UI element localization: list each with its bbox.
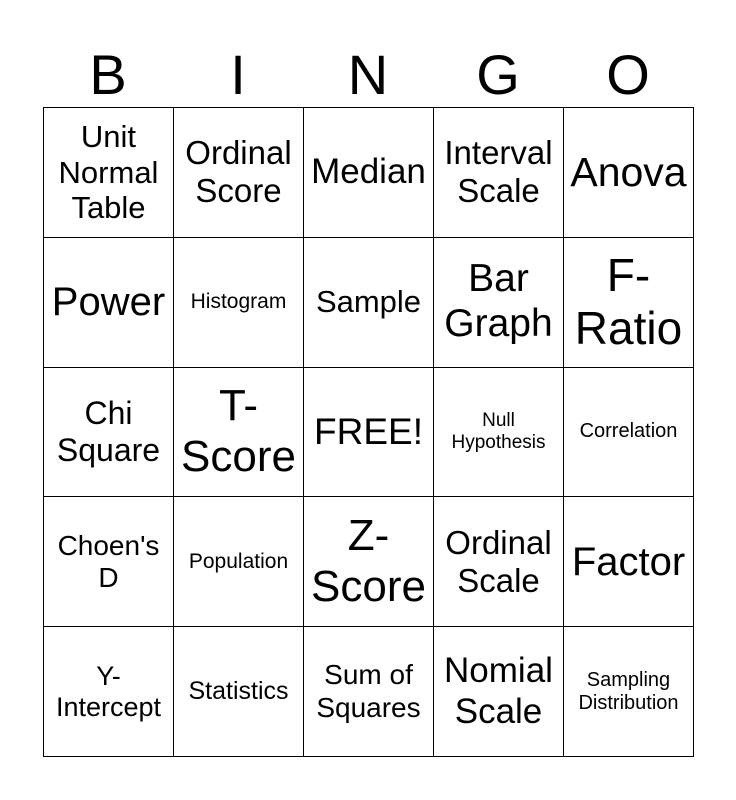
bingo-cell[interactable] xyxy=(434,368,564,498)
header-letter-g: G xyxy=(476,43,520,106)
bingo-cell[interactable] xyxy=(304,238,434,368)
bingo-cell-label: Histogram xyxy=(190,290,287,314)
bingo-cell-label: Power xyxy=(51,280,166,325)
bingo-cell[interactable] xyxy=(174,238,304,368)
bingo-cell-label: Sampling Distribution xyxy=(578,668,679,714)
bingo-cell-label: Ordinal Score xyxy=(185,134,292,210)
bingo-cell-label: Nomial Scale xyxy=(444,651,553,731)
bingo-cell[interactable] xyxy=(434,238,564,368)
bingo-cell-label: Null Hypothesis xyxy=(451,410,546,453)
bingo-cell-label: Unit Normal Table xyxy=(58,118,159,226)
bingo-cell-label: Statistics xyxy=(188,677,289,706)
header-letter-b: B xyxy=(89,43,127,106)
bingo-cell[interactable] xyxy=(174,368,304,498)
bingo-cell-label: Sample xyxy=(315,284,422,320)
bingo-cell-label: Choen's D xyxy=(57,529,160,593)
bingo-cell[interactable] xyxy=(434,497,564,627)
header-letter-o: O xyxy=(606,43,650,106)
bingo-cell[interactable] xyxy=(564,627,694,757)
bingo-cell-label: Anova xyxy=(570,148,687,195)
bingo-cell-label: Z-Score xyxy=(311,511,426,611)
bingo-cell[interactable] xyxy=(564,238,694,368)
bingo-cell-label: Chi Square xyxy=(56,395,161,468)
bingo-cell-label: T-Score xyxy=(181,381,296,481)
bingo-cell-label: Bar Graph xyxy=(444,257,553,346)
bingo-board xyxy=(43,107,694,757)
bingo-cell[interactable] xyxy=(304,627,434,757)
bingo-cell[interactable] xyxy=(174,497,304,627)
bingo-cell[interactable] xyxy=(434,108,564,238)
header-letter-i: I xyxy=(230,43,246,106)
bingo-cell-label: Sum of Squares xyxy=(316,659,421,723)
bingo-header xyxy=(43,42,693,108)
bingo-cell[interactable] xyxy=(434,627,564,757)
bingo-cell-label: Ordinal Scale xyxy=(445,523,552,599)
bingo-cell-label: Median xyxy=(311,152,426,192)
bingo-cell[interactable] xyxy=(44,497,174,627)
bingo-cell[interactable] xyxy=(304,368,434,498)
bingo-cell[interactable] xyxy=(44,368,174,498)
bingo-cell-label: FREE! xyxy=(314,410,423,452)
bingo-cell-label: Y-Intercept xyxy=(55,660,162,722)
bingo-cell[interactable] xyxy=(44,108,174,238)
bingo-cell[interactable] xyxy=(44,627,174,757)
bingo-cell[interactable] xyxy=(564,497,694,627)
bingo-cell-label: F-Ratio xyxy=(574,249,683,355)
bingo-cell[interactable] xyxy=(564,108,694,238)
header-letter-n: N xyxy=(347,43,389,106)
bingo-cell-label: Interval Scale xyxy=(444,134,553,210)
bingo-cell[interactable] xyxy=(304,497,434,627)
bingo-cell[interactable] xyxy=(174,108,304,238)
bingo-cell[interactable] xyxy=(304,108,434,238)
bingo-cell-label: Population xyxy=(188,549,289,573)
bingo-cell[interactable] xyxy=(564,368,694,498)
bingo-cell[interactable] xyxy=(174,627,304,757)
bingo-cell[interactable] xyxy=(44,238,174,368)
bingo-cell-label: Factor xyxy=(571,539,686,584)
bingo-cell-label: Correlation xyxy=(579,420,678,443)
